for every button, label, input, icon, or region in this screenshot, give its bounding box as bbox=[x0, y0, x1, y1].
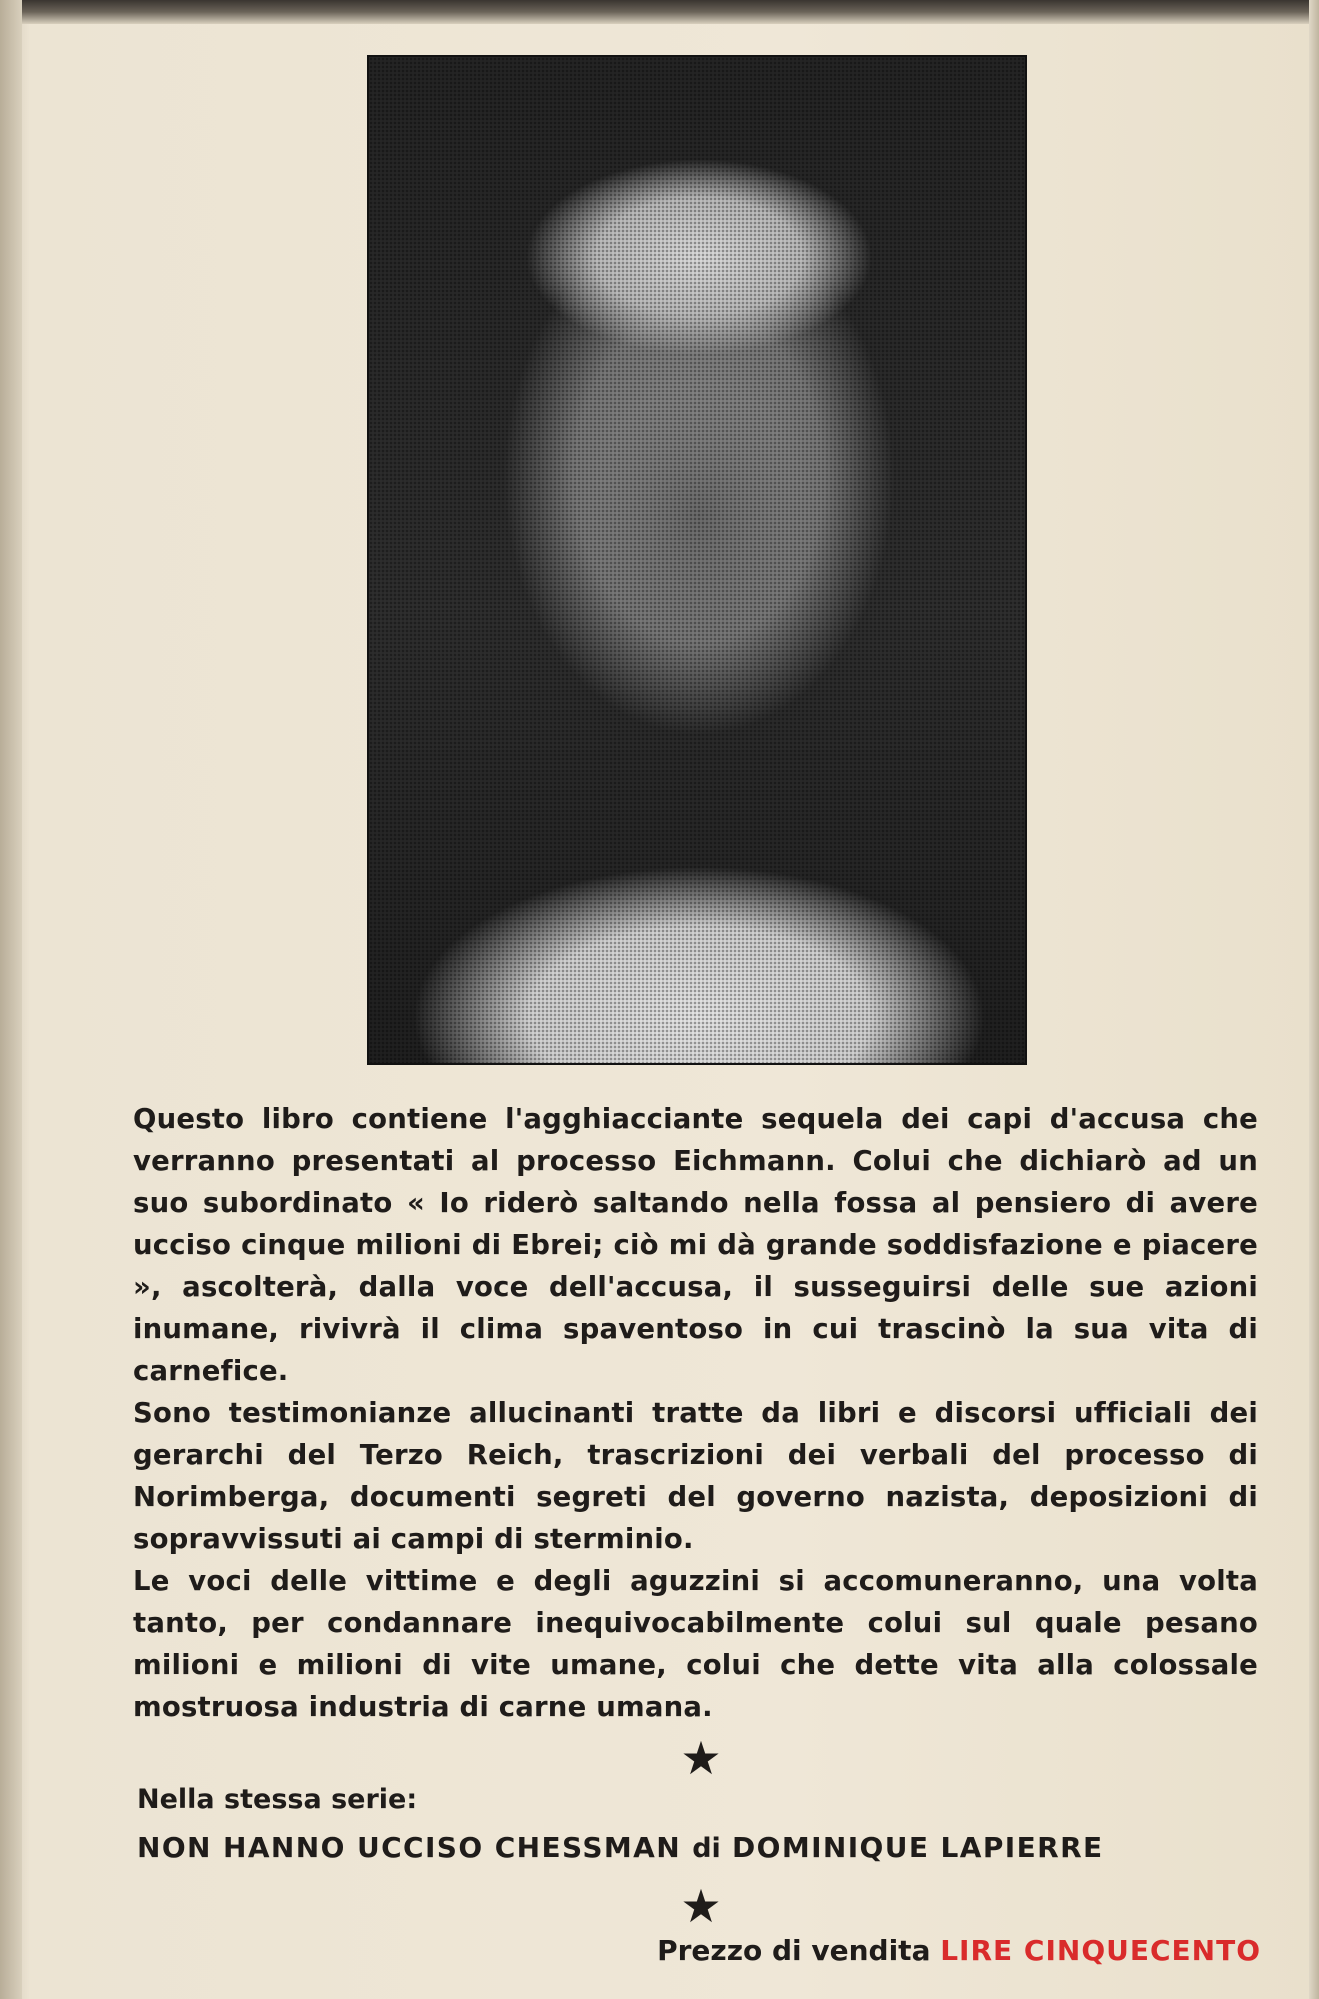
series-book-title: NON HANNO UCCISO CHESSMAN bbox=[137, 1831, 682, 1864]
series-label: Nella stessa serie: bbox=[137, 1784, 418, 1815]
cover-right-edge bbox=[1309, 0, 1319, 1999]
blurb-paragraph-3: Le voci delle vittime e degli aguzzini si accomuneranno, una volta tanto, per condannare inequivocabilmente colui sul quale pesano milioni e milioni di vite umane, colui che dette vita alla colossale mostruosa industria di carne umana. bbox=[133, 1565, 1258, 1723]
series-title-line bbox=[137, 1826, 1262, 1871]
star-icon: ★ bbox=[680, 1731, 722, 1785]
series-by: di bbox=[692, 1833, 721, 1864]
price-value: LIRE CINQUECENTO bbox=[940, 1934, 1261, 1967]
cover-top-edge bbox=[0, 0, 1319, 24]
blurb-text bbox=[133, 1098, 1258, 1728]
cover-left-edge bbox=[0, 0, 22, 1999]
price-label: Prezzo di vendita bbox=[657, 1934, 931, 1967]
blurb-paragraph-2: Sono testimonianze allucinanti tratte da libri e discorsi ufficiali dei gerarchi del Terzo Reich, trascrizioni dei verbali del processo di Norimberga, documenti segreti del governo nazista, deposizioni di sopravvissuti ai campi di sterminio. bbox=[133, 1397, 1258, 1555]
star-icon: ★ bbox=[680, 1879, 722, 1933]
price-line bbox=[657, 1929, 1261, 1973]
portrait-photo bbox=[367, 55, 1027, 1065]
series-author: DOMINIQUE LAPIERRE bbox=[731, 1831, 1104, 1864]
blurb-paragraph-1: Questo libro contiene l'agghiacciante sequela dei capi d'accusa che verranno presentati al processo Eichmann. Colui che dichiarò ad un suo subordinato « Io riderò saltando nella fossa al pensiero di avere ucciso cinque milioni di Ebrei; ciò mi dà grande soddisfazione e piacere », ascolterà, dalla voce dell'accusa, il susseguirsi delle sue azioni inumane, rivivrà il clima spaventoso in cui trascinò la sua vita di carnefice. bbox=[133, 1103, 1258, 1387]
